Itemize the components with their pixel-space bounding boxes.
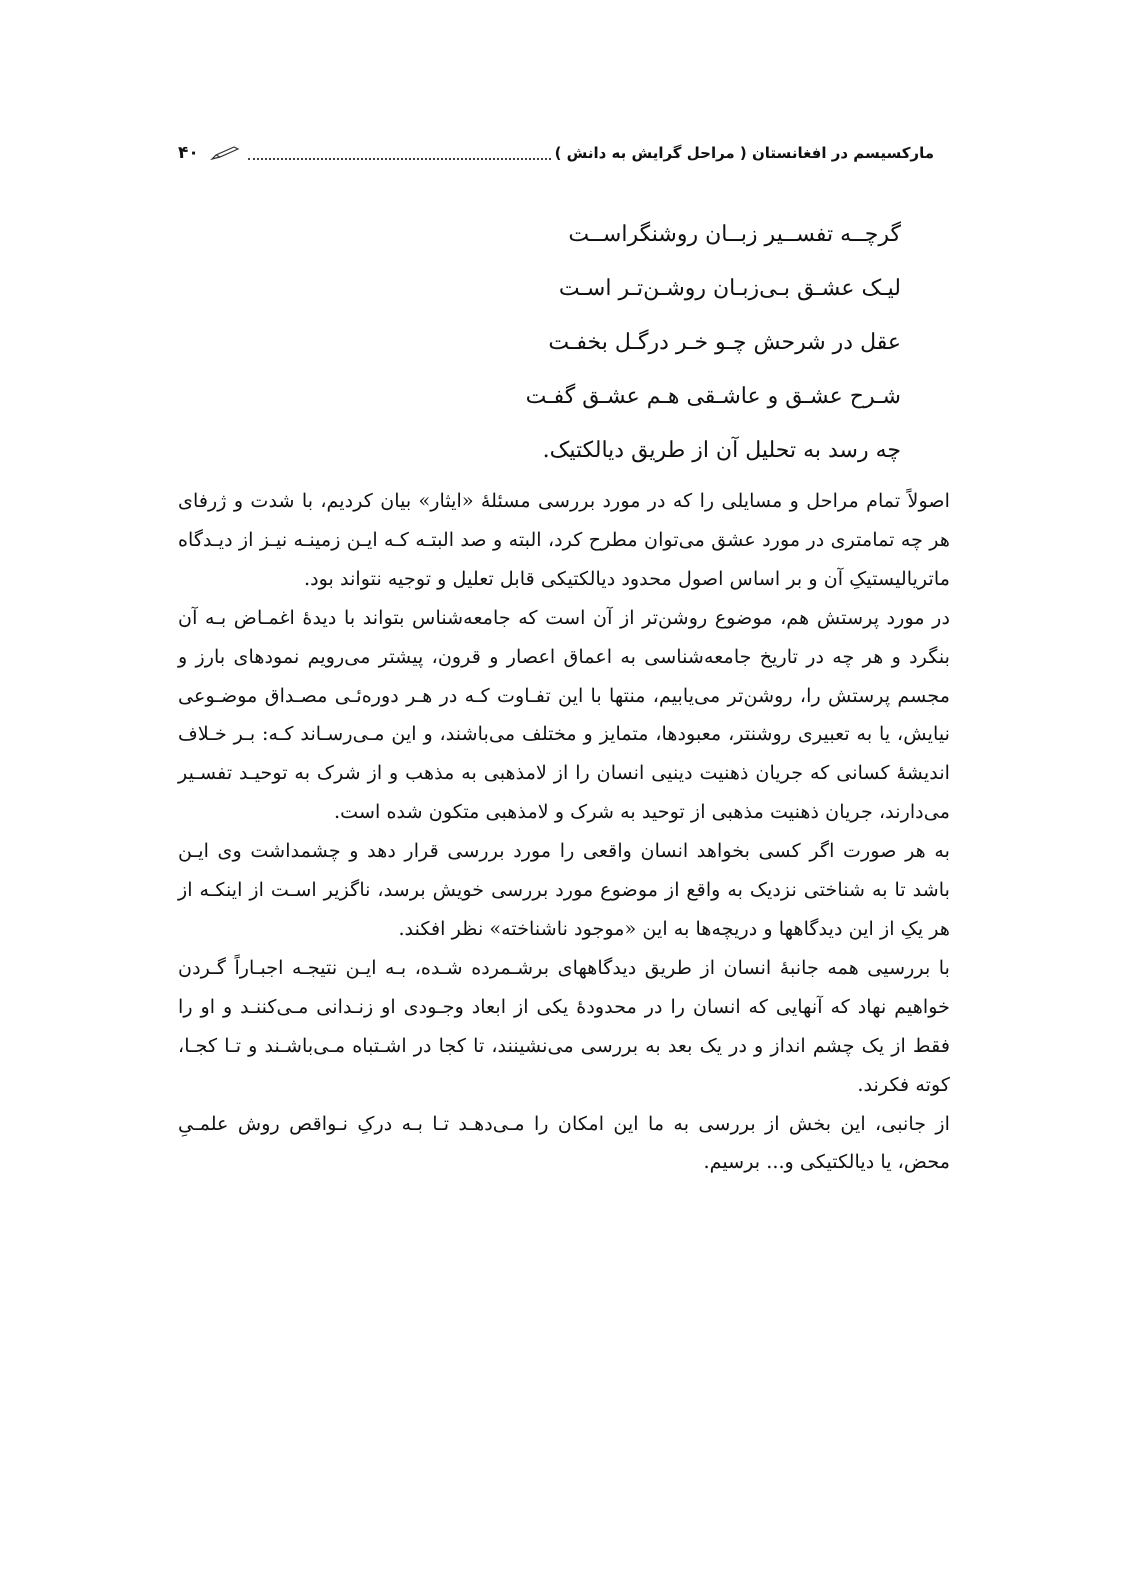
poem-line: عقل در شرحش چـو خـر درگـل بخفـت <box>548 330 901 355</box>
poem-line: گرچــه تفســیر زبــان روشنگراســت <box>568 222 901 247</box>
poem-line: چه رسد به تحلیل آن از طریق دیالکتیک. <box>542 438 901 463</box>
running-header <box>178 138 934 168</box>
paragraph: در مورد پرستش هم، موضوع روشن‌تر از آن است که جامعه‌شناس بتواند با دیدهٔ اغمـاض بـه آن بنگرد و هر چه در تاریخ جامعه‌شناسی به اعماق اعصار و قرون، پیشتر می‌رویم نمودهای بارز و مجسم پرستش را، روشن‌تر می‌یابیم، منتها با این تفـاوت کـه در هـر دوره‌ئـی مصـداق موضـوعی نیایش، یا به تعبیری روشنتر، معبودها، متمایز و مختلف می‌باشند، و این مـی‌رسـاند کـه: بـر خـلاف اندیشهٔ کسانی که جریان ذهنیت دینیی انسان را از لامذهبی به مذهب و از شرک به توحیـد تفسـیر می‌دارند، جریان ذهنیت مذهبی از توحید به شرک و لامذهبی متکون شده است. <box>178 605 950 824</box>
poem-block <box>481 208 901 478</box>
paragraph: اصولاً تمام مراحل و مسایلی را که در مورد بررسی مسئلهٔ «ایثار» بیان کردیم، با شدت و ژرفای هر چه تمامتری در مورد عشق می‌توان مطرح کرد، البته و صد البتـه کـه ایـن زمینـه نیـز از دیـدگاه ماتریالیستیکِ آن و بر اساس اصول محدود دیالکتیکی قابل تعلیل و توجیه نتواند بود. <box>178 489 950 590</box>
body-text <box>178 482 950 1182</box>
paragraph: از جانبی، این بخش از بررسی به ما این امکان را مـی‌دهـد تـا بـه درکِ نـواقص روش علمـیِ محض، یا دیالکتیکی و... برسیم. <box>178 1111 950 1174</box>
pen-icon <box>210 144 240 162</box>
poem-line: لیـک عشـق بـی‌زبـان روشـن‌تـر اسـت <box>558 276 901 301</box>
poem-line: شـرح عشـق و عاشـقی هـم عشـق گفـت <box>525 384 901 409</box>
page-number: ۴۰ <box>178 143 199 163</box>
running-title: مارکسیسم در افغانستان ( مراحل گرایش به دانش ) <box>554 144 934 162</box>
paragraph: با بررسیی همه جانبهٔ انسان از طریق دیدگاههای برشـمرده شـده، بـه ایـن نتیجـه اجبـاراً گـردن خواهیم نهاد که آنهایی که انسان را در محدودهٔ یکی از ابعاد وجـودی او زنـدانی مـی‌کننـد و او را فقط از یک چشم انداز و در یک بعد به بررسی می‌نشینند، تا کجا در اشـتباه مـی‌باشـند و تـا کجـا، کوته فکرند. <box>178 955 950 1096</box>
header-leader-dots <box>248 146 551 160</box>
paragraph: به هر صورت اگر کسی بخواهد انسان واقعی را مورد بررسی قرار دهد و چشمداشت وی ایـن باشد تا به شناختی نزدیک به واقع از موضوع مورد بررسی خویش برسد، ناگزیر اسـت از اینکـه از هر یکِ از این دیدگاهها و دریچه‌ها به این «موجود ناشناخته» نظر افکند. <box>178 839 950 940</box>
